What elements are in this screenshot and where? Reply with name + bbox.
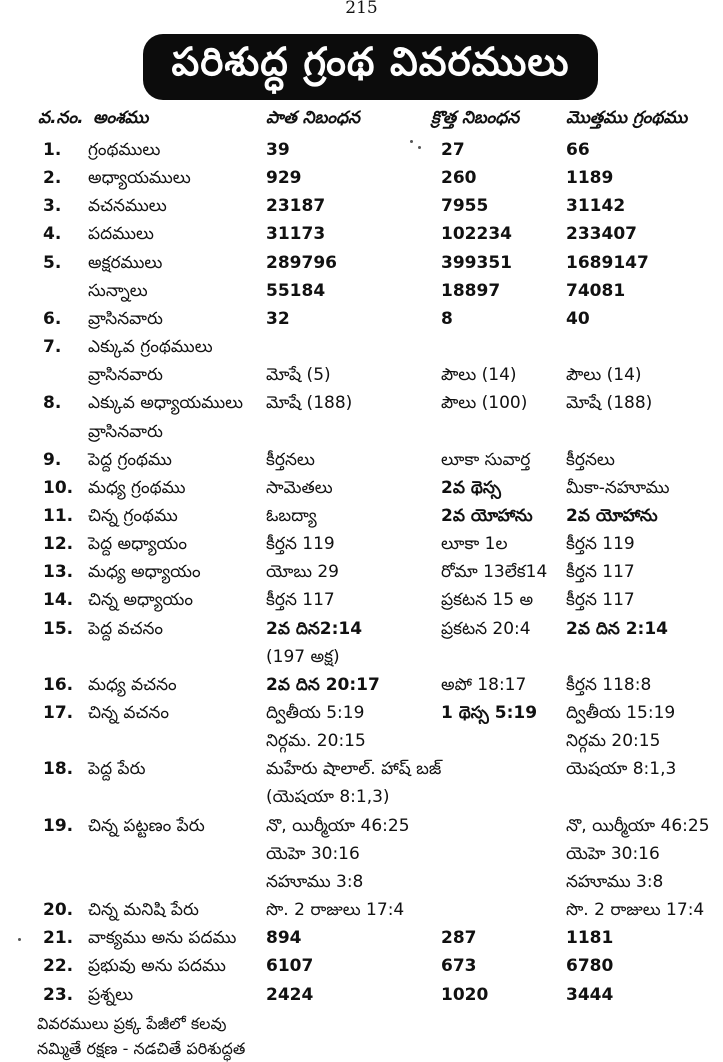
row-new-testament: 260 (441, 168, 477, 189)
row-total: కీర్తన 119 (566, 534, 635, 555)
row-item: గ్రంథములు (88, 140, 161, 160)
row-old-testament: నహూము 3:8 (266, 871, 364, 892)
table-row (0, 868, 723, 896)
row-old-testament: 55184 (266, 280, 326, 301)
row-item: వచనములు (88, 196, 167, 217)
row-item: మధ్య వచనం (88, 674, 177, 695)
table-row (0, 164, 723, 192)
table-row (0, 558, 723, 586)
row-new-testament: పౌలు (100) (441, 393, 528, 414)
row-number: 22. (43, 956, 74, 977)
row-item: అక్షరములు (88, 252, 163, 273)
table-row (0, 840, 723, 868)
row-number: 5. (43, 252, 62, 273)
row-total: సొ. 2 రాజులు 17:4 (566, 900, 705, 921)
row-item: పెద్ద పేరు (88, 759, 146, 780)
row-number: 23. (43, 984, 74, 1005)
row-new-testament: ప్రకటన 20:4 (441, 618, 531, 639)
header-item: అంశము (93, 108, 149, 128)
table-row (0, 812, 723, 840)
table-row (0, 615, 723, 643)
row-item: మధ్య గ్రంథము (88, 477, 186, 498)
row-total: 1181 (566, 928, 614, 949)
row-new-testament: 399351 (441, 252, 512, 273)
row-old-testament: (197 అక్ష) (266, 646, 340, 667)
row-total: 40 (566, 308, 590, 329)
row-old-testament: కీర్తనలు (266, 449, 315, 470)
row-number: 4. (43, 224, 62, 245)
row-old-testament: యెహె 30:16 (266, 843, 360, 864)
row-old-testament: నొ, యిర్మీయా 46:25 (266, 815, 410, 836)
row-total: 6780 (566, 956, 614, 977)
row-old-testament: 929 (266, 168, 302, 189)
row-item: చిన్న వచనం (88, 703, 169, 723)
row-old-testament: సొ. 2 రాజులు 17:4 (266, 900, 405, 921)
row-old-testament: 23187 (266, 196, 326, 217)
row-new-testament: లూకా 1ల (441, 534, 508, 555)
table-row (0, 699, 723, 727)
table-row (0, 361, 723, 389)
table-row (0, 981, 723, 1009)
row-item: పెద్ద అధ్యాయం (88, 534, 188, 555)
row-total: 3444 (566, 984, 614, 1005)
row-total: కీర్తన 117 (566, 562, 635, 583)
row-new-testament: అపో 18:17 (441, 674, 527, 695)
table-row (0, 446, 723, 474)
row-old-testament: నిర్గమ. 20:15 (266, 731, 366, 752)
row-number: 9. (43, 449, 62, 470)
table-row (0, 333, 723, 361)
row-number: 20. (43, 900, 74, 921)
row-new-testament: పౌలు (14) (441, 365, 517, 386)
table-row (0, 136, 723, 164)
row-item: వ్రాసినవారు (88, 421, 163, 442)
table-row (0, 643, 723, 671)
row-number: 14. (43, 590, 74, 611)
row-old-testament: (యెషయా 8:1,3) (266, 787, 390, 808)
footer-line-2: నమ్మితే రక్షణ - నడచితే పరిశుద్ధత (37, 1039, 246, 1058)
row-total: 31142 (566, 196, 626, 217)
row-total: 2వ దిన 2:14 (566, 618, 668, 639)
row-item: పదములు (88, 224, 154, 245)
row-total: ద్వితీయ 15:19 (566, 703, 676, 723)
row-old-testament: 6107 (266, 956, 314, 977)
row-item: సున్నాలు (88, 280, 148, 301)
row-number: 6. (43, 308, 62, 329)
row-total: నిర్గమ 20:15 (566, 731, 661, 752)
row-old-testament: కీర్తన 119 (266, 534, 335, 555)
row-item: చిన్న అధ్యాయం (88, 590, 193, 611)
row-new-testament: 102234 (441, 224, 512, 245)
table-row (0, 249, 723, 277)
row-total: యెషయా 8:1,3 (566, 759, 677, 780)
row-old-testament: కీర్తన 117 (266, 590, 335, 611)
row-item: వ్రాసినవారు (88, 308, 163, 329)
row-number: 16. (43, 674, 74, 695)
table-row (0, 924, 723, 952)
row-old-testament: 39 (266, 140, 290, 160)
row-number: 1. (43, 140, 62, 160)
row-number: 11. (43, 505, 74, 526)
row-new-testament: 1020 (441, 984, 489, 1005)
row-new-testament: 18897 (441, 280, 501, 301)
table-row (0, 755, 723, 783)
row-new-testament: 2వ యోహాను (441, 505, 533, 526)
row-total: 1189 (566, 168, 614, 189)
row-old-testament: 894 (266, 928, 302, 949)
row-item: పెద్ద వచనం (88, 618, 164, 639)
header-total: మొత్తము గ్రంథము (566, 108, 688, 128)
table-row (0, 305, 723, 333)
row-new-testament: 7955 (441, 196, 489, 217)
row-number: 17. (43, 703, 74, 723)
row-total: కీర్తన 117 (566, 590, 635, 611)
header-new-testament: క్రొత్త నిబంధన (431, 108, 520, 128)
row-item: చిన్న పట్టణం పేరు (88, 815, 205, 836)
table-row (0, 418, 723, 446)
row-new-testament: ప్రకటన 15 అ (441, 590, 534, 611)
row-number: 3. (43, 196, 62, 217)
row-total: 66 (566, 140, 590, 160)
row-item: చిన్న గ్రంథము (88, 505, 178, 526)
table-row (0, 502, 723, 530)
row-item: వాక్యము అను పదము (88, 928, 237, 949)
table-row (0, 671, 723, 699)
header-old-testament: పాత నిబంధన (266, 108, 360, 128)
page-number: 215 (345, 0, 378, 18)
row-old-testament: మోషే (188) (266, 393, 353, 414)
row-number: 7. (43, 337, 62, 358)
row-new-testament: రోమా 13లేక14 (441, 562, 548, 583)
row-old-testament: ఓబద్యా (266, 505, 317, 526)
row-item: ఎక్కువ అధ్యాయములు (88, 393, 244, 414)
table-row (0, 896, 723, 924)
row-total: పౌలు (14) (566, 365, 642, 386)
row-item: ప్రశ్నలు (88, 984, 134, 1005)
page-title-banner (143, 34, 598, 100)
row-new-testament: 2వ థెస్స (441, 477, 501, 498)
row-old-testament: మోషే (5) (266, 365, 331, 386)
row-number: 8. (43, 393, 62, 414)
table-row (0, 474, 723, 502)
table-row (0, 783, 723, 811)
row-old-testament: 2424 (266, 984, 314, 1005)
footer-note (37, 1011, 245, 1061)
table-row (0, 192, 723, 220)
row-total: 2వ యోహాను (566, 505, 658, 526)
row-old-testament: 289796 (266, 252, 337, 273)
table-row (0, 277, 723, 305)
row-item: ఎక్కువ గ్రంథములు (88, 337, 213, 358)
page-title: పరిశుద్ధ గ్రంథ వివరములు (171, 40, 570, 85)
row-new-testament: 8 (441, 308, 453, 329)
row-total: యెహె 30:16 (566, 843, 660, 864)
row-total: మోషే (188) (566, 393, 653, 414)
row-new-testament: 27 (441, 140, 465, 160)
row-item: వ్రాసినవారు (88, 365, 163, 386)
row-old-testament: 31173 (266, 224, 326, 245)
row-old-testament: మహేరు షాలాల్. హాష్ బజ్ (266, 759, 442, 780)
row-new-testament: 287 (441, 928, 477, 949)
row-item: చిన్న మనిషి పేరు (88, 900, 199, 921)
table-row (0, 586, 723, 614)
row-number: 2. (43, 168, 62, 189)
row-number: 21. (43, 928, 74, 949)
row-total: నహూము 3:8 (566, 871, 664, 892)
row-number: 15. (43, 618, 74, 639)
row-old-testament: ద్వితీయ 5:19 (266, 703, 365, 723)
table-header-row (0, 104, 723, 132)
row-new-testament: 1 థెస్స 5:19 (441, 703, 538, 723)
row-old-testament: సామెతలు (266, 477, 333, 498)
row-total: కీర్తనలు (566, 449, 615, 470)
row-total: 1689147 (566, 252, 649, 273)
row-number: 18. (43, 759, 74, 780)
row-total: 74081 (566, 280, 626, 301)
row-old-testament: 2వ దిన2:14 (266, 618, 363, 639)
row-total: 233407 (566, 224, 637, 245)
row-total: నొ, యిర్మీయా 46:25 (566, 815, 710, 836)
row-old-testament: 2వ దిన 20:17 (266, 674, 380, 695)
row-new-testament: లూకా సువార్త (441, 449, 531, 470)
row-old-testament: యోబు 29 (266, 562, 339, 583)
row-number: 12. (43, 534, 74, 555)
table-row (0, 530, 723, 558)
row-item: ప్రభువు అను పదము (88, 956, 226, 977)
row-number: 19. (43, 815, 74, 836)
footer-line-1: వివరములు ప్రక్క పేజీలో కలవు (37, 1014, 227, 1033)
row-item: పెద్ద గ్రంథము (88, 449, 172, 470)
row-number: 10. (43, 477, 74, 498)
row-item: అధ్యాయములు (88, 168, 191, 189)
row-new-testament: 673 (441, 956, 477, 977)
table-row (0, 727, 723, 755)
row-item: మధ్య అధ్యాయం (88, 562, 201, 583)
row-number: 13. (43, 562, 74, 583)
row-total: మీకా-నహూము (566, 477, 670, 498)
row-total: కీర్తన 118:8 (566, 674, 652, 695)
table-row (0, 389, 723, 417)
table-row (0, 952, 723, 980)
row-old-testament: 32 (266, 308, 290, 329)
header-number: వ.నం. (38, 108, 84, 128)
table-row (0, 220, 723, 248)
